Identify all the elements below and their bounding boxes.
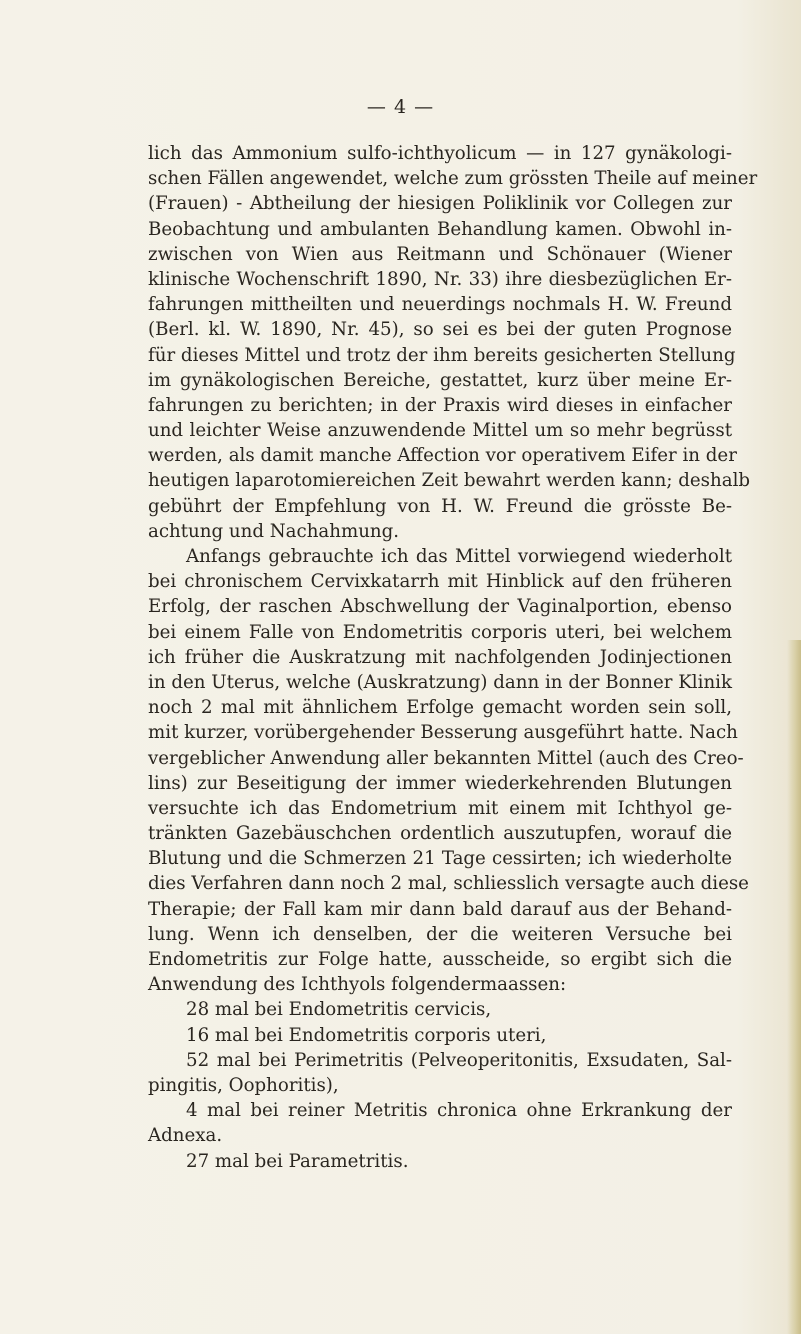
list-item: 16 mal bei Endometritis corporis uteri,: [186, 1024, 547, 1046]
text-line: in den Uterus, welche (Auskratzung) dann in der Bonner Klinik: [148, 671, 732, 693]
text-line: Therapie; der Fall kam mir dann bald darauf aus der Behand-: [148, 898, 732, 920]
text-line: vergeblicher Anwendung aller bekannten Mittel (auch des Creo-: [148, 747, 744, 769]
paragraph-1: [148, 141, 758, 544]
text-line: fahrungen mittheilten und neuerdings nochmals H. W. Freund: [148, 294, 732, 316]
text-line: Erfolg, der raschen Abschwellung der Vaginalportion, ebenso: [148, 596, 732, 618]
text-line: zwischen von Wien aus Reitmann und Schönauer (Wiener: [148, 243, 732, 265]
page-edge-shadow: [787, 640, 801, 1334]
text-line: gebührt der Empfehlung von H. W. Freund die grösste Be-: [148, 495, 732, 517]
text-line: noch 2 mal mit ähnlichem Erfolge gemacht worden sein soll,: [148, 697, 732, 719]
text-line: werden, als damit manche Affection vor operativem Eifer in der: [148, 445, 737, 467]
text-line: ich früher die Auskratzung mit nachfolgenden Jodinjectionen: [148, 646, 732, 668]
list-item: 27 mal bei Parametritis.: [186, 1150, 409, 1172]
text-line: fahrungen zu berichten; in der Praxis wird dieses in einfacher: [148, 394, 732, 416]
paragraph-2: [148, 544, 749, 997]
text-line: tränkten Gazebäuschchen ordentlich auszutupfen, worauf die: [148, 823, 732, 845]
list-item-continuation: Adnexa.: [148, 1125, 223, 1147]
list-item-continuation: pingitis, Oophoritis),: [148, 1074, 339, 1096]
text-line: lich das Ammonium sulfo-ichthyolicum — in 127 gynäkologi-: [148, 143, 732, 164]
text-line: schen Fällen angewendet, welche zum grössten Theile auf meiner: [148, 168, 758, 190]
text-line: mit kurzer, vorübergehender Besserung ausgeführt hatte. Nach: [148, 722, 738, 744]
page-number: — 4 —: [366, 96, 435, 118]
text-line: bei einem Falle von Endometritis corporis uteri, bei welchem: [148, 621, 732, 643]
text-line: und leichter Weise anzuwendende Mittel um so mehr begrüsst: [148, 420, 732, 442]
text-line: dies Verfahren dann noch 2 mal, schliesslich versagte auch diese: [148, 873, 749, 895]
text-line: klinische Wochenschrift 1890, Nr. 33) ihre diesbezüglichen Er-: [148, 268, 732, 290]
text-line: Anwendung des Ichthyols folgendermaassen:: [148, 974, 567, 996]
list-item: 28 mal bei Endometritis cervicis,: [186, 999, 492, 1021]
list-item: 4 mal bei reiner Metritis chronica ohne Erkrankung der: [186, 1100, 732, 1122]
text-line: für dieses Mittel und trotz der ihm bereits gesicherten Stellung: [148, 344, 736, 366]
text-line: im gynäkologischen Bereiche, gestattet, kurz über meine Er-: [148, 369, 732, 391]
text-line: Blutung und die Schmerzen 21 Tage cessirten; ich wiederholte: [148, 848, 732, 870]
text-line: (Berl. kl. W. 1890, Nr. 45), so sei es bei der guten Prognose: [148, 319, 732, 341]
text-line: Endometritis zur Folge hatte, ausscheide, so ergibt sich die: [148, 949, 732, 970]
body-text: [148, 141, 758, 1174]
text-line: Beobachtung und ambulanten Behandlung kamen. Obwohl in-: [148, 218, 732, 240]
text-line: lung. Wenn ich denselben, der die weiteren Versuche bei: [148, 923, 732, 945]
text-line: Anfangs gebrauchte ich das Mittel vorwiegend wiederholt: [186, 546, 732, 567]
text-line: versuchte ich das Endometrium mit einem mit Ichthyol ge-: [148, 797, 732, 819]
list-item: 52 mal bei Perimetritis (Pelveoperitonitis, Exsudaten, Sal-: [186, 1049, 732, 1071]
text-line: achtung und Nachahmung.: [148, 520, 400, 542]
statistics-list: [148, 997, 732, 1173]
text-line: heutigen laparotomiereichen Zeit bewahrt werden kann; deshalb: [148, 470, 751, 492]
text-line: (Frauen) - Abtheilung der hiesigen Poliklinik vor Collegen zur: [148, 193, 732, 215]
text-line: lins) zur Beseitigung der immer wiederkehrenden Blutungen: [148, 772, 732, 794]
text-line: bei chronischem Cervixkatarrh mit Hinblick auf den früheren: [148, 571, 732, 593]
